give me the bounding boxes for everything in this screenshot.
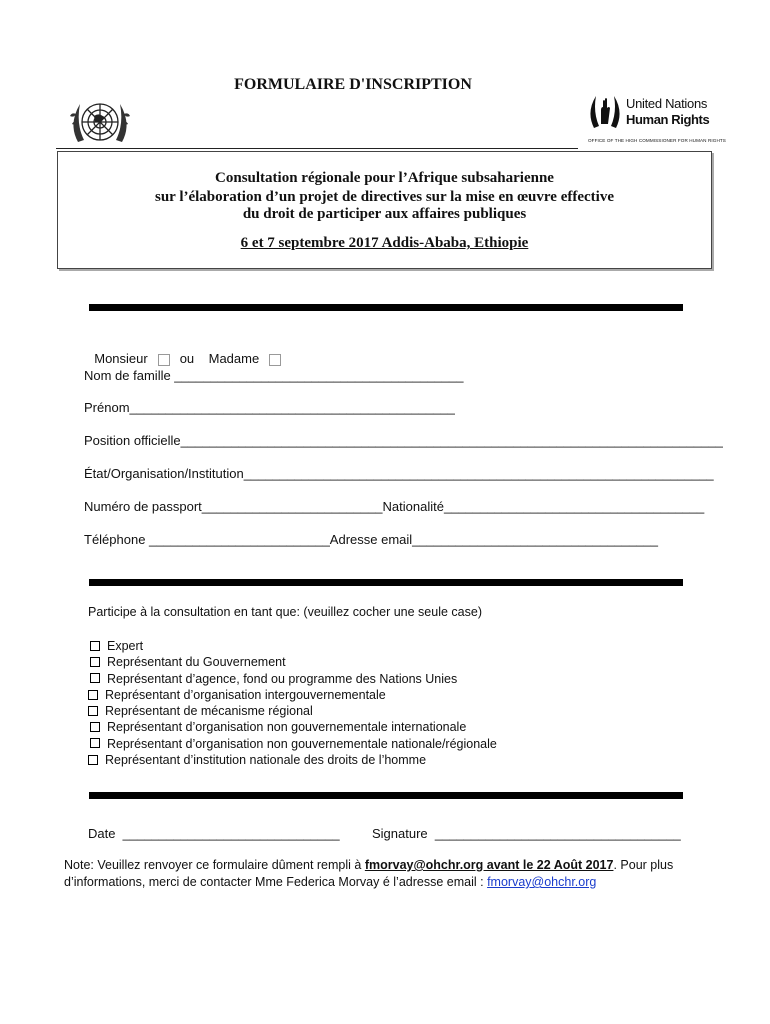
passport-nationality-field[interactable]: Numéro de passport_________________________Nationalité____________________________________ — [84, 499, 705, 514]
ohchr-logo — [586, 86, 726, 150]
madame-checkbox[interactable] — [269, 354, 281, 366]
option-ong-nationale: Représentant d’organisation non gouvernementale nationale/régionale — [90, 736, 497, 752]
event-line-1: Consultation régionale pour l’Afrique subsaharienne — [215, 170, 554, 186]
option-checkbox[interactable] — [90, 673, 100, 683]
salutation-row — [87, 336, 281, 366]
option-expert: Expert — [90, 638, 497, 654]
monsieur-checkbox[interactable] — [158, 354, 170, 366]
option-checkbox[interactable] — [90, 738, 100, 748]
organisation-field[interactable]: État/Organisation/Institution_________________________________________________________________ — [84, 466, 714, 481]
event-date-place: 6 et 7 septembre 2017 Addis-Ababa, Ethiopie — [240, 235, 529, 251]
option-institution-nationale: Représentant d’institution nationale des droits de l’homme — [88, 752, 497, 768]
option-agence-onu: Représentant d’agence, fond ou programme des Nations Unies — [90, 671, 497, 687]
date-field[interactable]: Date ______________________________ — [88, 826, 340, 841]
header-divider — [56, 148, 578, 149]
option-checkbox[interactable] — [88, 706, 98, 716]
form-title: FORMULAIRE D'INSCRIPTION — [234, 76, 472, 93]
option-checkbox[interactable] — [90, 641, 100, 651]
ohchr-line3: OFFICE OF THE HIGH COMMISSIONER FOR HUMAN RIGHTS — [588, 138, 726, 143]
option-checkbox[interactable] — [88, 755, 98, 765]
option-mecanisme-regional: Représentant de mécanisme régional — [88, 703, 497, 719]
telephone-email-field[interactable]: Téléphone _________________________Adresse email__________________________________ — [84, 532, 658, 547]
monsieur-label: Monsieur — [94, 351, 148, 366]
laurel-hand-icon — [588, 92, 622, 132]
event-line-3: du droit de participer aux affaires publiques — [242, 206, 527, 222]
contact-email-link[interactable]: fmorvay@ohchr.org — [487, 875, 597, 889]
section-divider — [89, 792, 683, 799]
note-prefix: Note: Veuillez renvoyer ce formulaire dûment rempli à — [64, 858, 365, 872]
ohchr-line1: United Nations — [626, 96, 708, 111]
option-checkbox[interactable] — [88, 690, 98, 700]
event-line-2: sur l’élaboration d’un projet de directives sur la mise en œuvre effective — [155, 189, 614, 205]
participation-options — [90, 638, 497, 768]
un-emblem-icon — [64, 94, 136, 154]
option-ong-internationale: Représentant d’organisation non gouvernementale internationale — [90, 719, 497, 735]
signature-field[interactable]: Signature __________________________________ — [372, 826, 681, 841]
option-checkbox[interactable] — [90, 657, 100, 667]
section-divider — [89, 304, 683, 311]
ohchr-line2: Human Rights — [626, 112, 710, 127]
participation-prompt: Participe à la consultation en tant que: (veuillez cocher une seule case) — [88, 605, 482, 619]
nom-field[interactable]: Nom de famille ________________________________________ — [84, 368, 464, 383]
note-deadline: fmorvay@ohchr.org avant le 22 Août 2017 — [364, 858, 614, 872]
option-intergouvernementale: Représentant d’organisation intergouvernementale — [88, 687, 497, 703]
option-gouvernement: Représentant du Gouvernement — [90, 654, 497, 670]
option-checkbox[interactable] — [90, 722, 100, 732]
event-info-box — [57, 151, 712, 269]
position-field[interactable]: Position officielle___________________________________________________________________________ — [84, 433, 723, 448]
note-paragraph — [64, 857, 704, 891]
madame-label: Madame — [208, 351, 260, 366]
section-divider — [89, 579, 683, 586]
note-middle: . Pour plus d’informations, merci de contacter Mme Federica Morvay é l’adresse email : — [64, 858, 674, 889]
ou-label: ou — [179, 351, 195, 366]
prenom-field[interactable]: Prénom_____________________________________________ — [84, 400, 455, 415]
